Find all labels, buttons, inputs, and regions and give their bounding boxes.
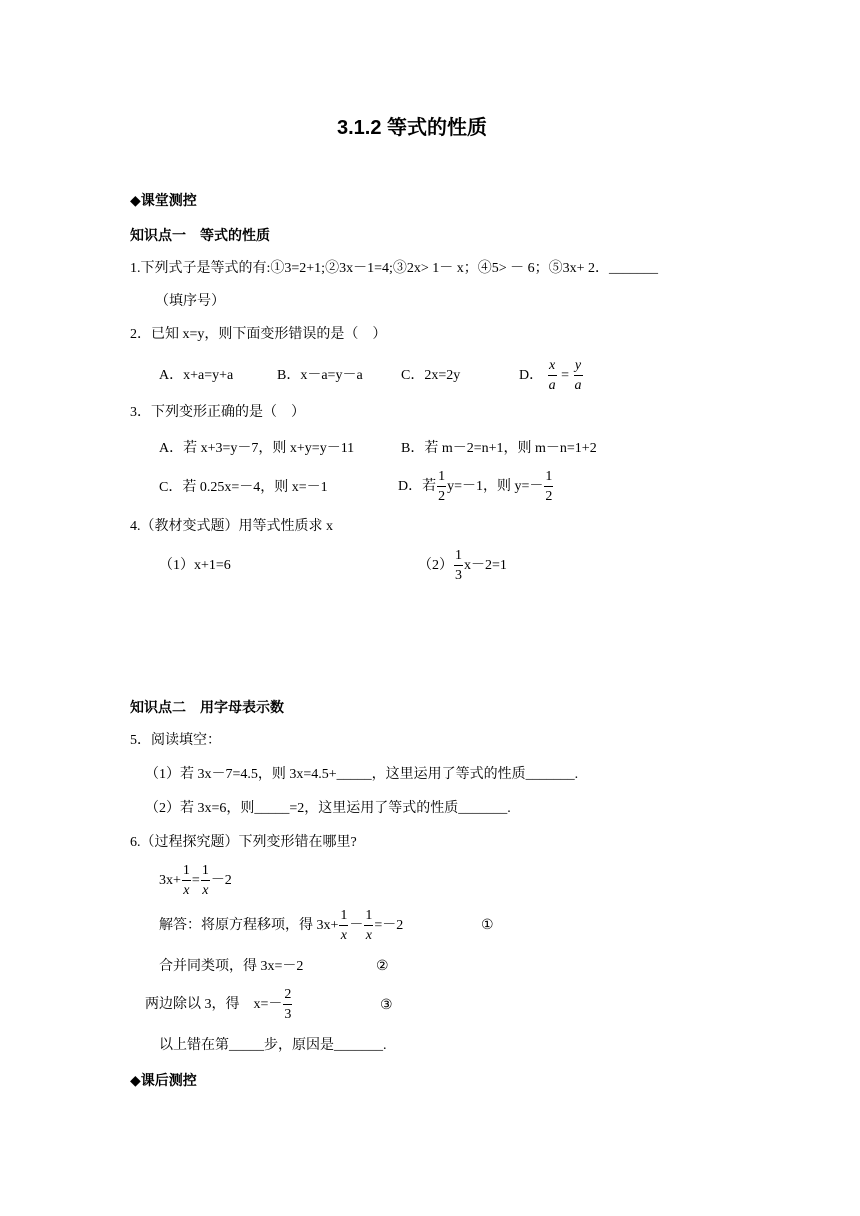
section-classroom-heading: ◆课堂测控 [130,192,197,208]
question-6-conclusion: 以上错在第_____步，原因是_______. [159,1038,387,1053]
question-1-line-1: 1.下列式子是等式的有:①3=2+1;②3x－1=4;③2x> 1－ x；④5> － 6；⑤3x+ 2．_______ [130,261,659,276]
step-marker-1: ① [481,918,494,933]
fraction-two-thirds [283,988,292,1022]
question-2-option-c: C．2x=2y [401,368,461,383]
question-3-option-c: C．若 0.25x=－4，则 x=－1 [159,480,328,495]
question-4-stem: 4.（教材变式题）用等式性质求 x [130,519,333,534]
equals-sign: = [561,368,570,383]
fraction-denominator: 2 [438,488,446,504]
part-expression: x－2=1 [464,558,507,573]
fraction-y-over-a [574,359,583,393]
fraction-numerator: 1 [201,864,210,881]
question-3-option-d [398,466,554,508]
fraction-numerator: 1 [454,549,463,566]
question-5-part-1: （1）若 3x－7=4.5，则 3x=4.5+_____，这里运用了等式的性质_______. [145,767,579,782]
fraction-denominator: 2 [545,488,553,504]
question-6-stem: 6.（过程探究题）下列变形错在哪里? [130,835,357,850]
question-3-option-b: B．若 m－2=n+1，则 m－n=1+2 [401,441,597,456]
fraction-denominator: x [340,927,348,943]
fraction-one-third [454,549,463,583]
fraction-one-over-x [364,909,373,943]
step-result: =－2 [374,918,404,933]
knowledge-point-2-heading: 知识点二 用字母表示数 [130,699,284,715]
fraction-numerator: y [574,359,583,376]
fraction-denominator: a [574,377,582,393]
fraction-numerator: 1 [182,864,191,881]
fraction-one-over-x [339,909,348,943]
question-2-stem: 2．已知 x=y，则下面变形错误的是（ ） [130,327,387,342]
equals-sign: = [191,873,200,888]
equation-right: －2 [210,873,232,888]
question-4-part-2 [418,545,507,587]
option-label: D． [519,368,544,383]
fraction-denominator: a [548,377,556,393]
fraction-numerator: 1 [364,909,373,926]
part-label: （2） [418,558,453,573]
section-after-class-heading: ◆课后测控 [130,1072,197,1088]
question-5-part-2: （2）若 3x=6，则_____=2，这里运用了等式的性质_______. [145,801,511,816]
question-6-step-1 [159,905,403,947]
fraction-x-over-a [548,359,557,393]
step-text: 解答：将原方程移项，得 3x+ [159,918,339,933]
minus-sign: － [349,918,364,933]
fraction-numerator: 1 [544,470,553,487]
question-2-option-b: B．x－a=y－a [277,368,363,383]
knowledge-point-1-heading: 知识点一 等式的性质 [130,227,270,243]
equation-left: 3x+ [159,873,181,888]
fraction-one-half [437,470,446,504]
option-middle: y=－1，则 y=－ [447,479,544,494]
question-4-part-1: （1）x+1=6 [159,558,231,573]
question-6-step-2: 合并同类项，得 3x=－2 [159,959,304,974]
fraction-one-over-x [182,864,191,898]
fraction-numerator: 1 [437,470,446,487]
question-3-option-a: A．若 x+3=y－7，则 x+y=y－11 [159,441,355,456]
fraction-one-half [544,470,553,504]
page-title: 3.1.2 等式的性质 [337,117,488,139]
fraction-numerator: x [548,359,557,376]
step-text: 两边除以 3，得 x=－ [145,997,283,1012]
fraction-denominator: x [183,882,190,898]
question-2-option-a: A．x+a=y+a [159,368,234,383]
question-6-equation [159,860,232,902]
fraction-one-over-x [201,864,210,898]
question-6-step-3 [145,984,293,1026]
fraction-numerator: 2 [283,988,292,1005]
fraction-denominator: x [365,927,373,943]
question-3-stem: 3．下列变形正确的是（ ） [130,405,305,420]
fraction-numerator: 1 [339,909,348,926]
fraction-denominator: 3 [455,567,462,583]
question-2-option-d [519,355,584,397]
fraction-denominator: x [202,882,209,898]
step-marker-3: ③ [380,998,393,1013]
question-1-line-2: （填序号） [155,294,225,309]
option-prefix: D．若 [398,479,437,494]
question-5-stem: 5．阅读填空： [130,733,221,748]
fraction-denominator: 3 [284,1006,292,1022]
step-marker-2: ② [376,959,389,974]
